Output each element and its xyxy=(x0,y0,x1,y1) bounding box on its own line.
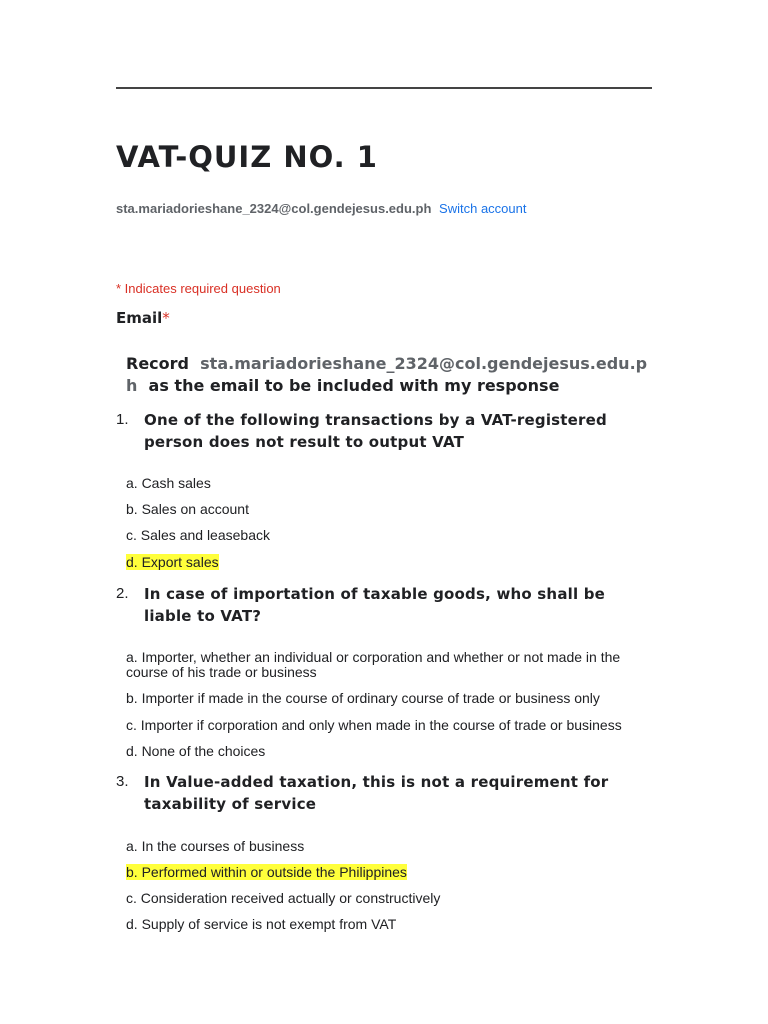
record-prefix: Record xyxy=(126,354,189,373)
question-number: 1. xyxy=(116,411,129,428)
choice-label: d. None of the choices xyxy=(126,743,266,759)
choice-label-highlighted: d. Export sales xyxy=(126,554,219,570)
choice-label: a. Cash sales xyxy=(126,475,211,491)
account-email: sta.mariadorieshane_2324@col.gendejesus.edu.ph xyxy=(116,201,432,216)
email-label-text: Email xyxy=(116,309,163,327)
choice-3c[interactable] xyxy=(126,891,646,906)
choice-1a[interactable] xyxy=(126,476,646,491)
choice-3d[interactable] xyxy=(126,917,646,932)
choice-label: c. Importer if corporation and only when made in the course of trade or business xyxy=(126,717,622,733)
choice-3b[interactable] xyxy=(126,865,646,880)
choice-label: b. Importer if made in the course of ordinary course of trade or business only xyxy=(126,690,600,706)
choice-label: a. Importer, whether an individual or corporation and whether or not made in the course of his trade or business xyxy=(126,649,621,680)
choice-2d[interactable] xyxy=(126,744,646,759)
choice-1b[interactable] xyxy=(126,502,646,517)
record-email: sta.mariadorieshane_2324@col.gendejesus.edu.ph xyxy=(126,354,648,395)
question-text: One of the following transactions by a VAT-registered person does not result to output VAT xyxy=(144,411,607,451)
question-text: In case of importation of taxable goods, who shall be liable to VAT? xyxy=(144,585,606,625)
record-email-option[interactable] xyxy=(126,353,652,397)
choice-3a[interactable] xyxy=(126,839,646,854)
choice-1c[interactable] xyxy=(126,528,646,543)
choice-label: a. In the courses of business xyxy=(126,838,305,854)
required-star: * xyxy=(162,309,170,327)
record-suffix: as the email to be included with my response xyxy=(148,376,560,395)
choice-label-highlighted: b. Performed within or outside the Philippines xyxy=(126,864,407,880)
choice-label: d. Supply of service is not exempt from VAT xyxy=(126,916,397,932)
choice-2a[interactable] xyxy=(126,650,646,680)
form-title: VAT-QUIZ NO. 1 xyxy=(116,140,378,174)
switch-account-link[interactable]: Switch account xyxy=(439,201,527,216)
choice-label: b. Sales on account xyxy=(126,501,249,517)
question-number: 3. xyxy=(116,773,129,790)
account-line xyxy=(116,201,526,216)
question-text: In Value-added taxation, this is not a requirement for taxability of service xyxy=(144,773,609,813)
choice-label: c. Sales and leaseback xyxy=(126,527,270,543)
header-divider xyxy=(116,87,652,89)
email-label xyxy=(116,309,170,327)
question-number: 2. xyxy=(116,585,129,602)
choice-2c[interactable] xyxy=(126,718,646,733)
choice-label: c. Consideration received actually or constructively xyxy=(126,890,441,906)
choice-1d[interactable] xyxy=(126,555,646,570)
choice-2b[interactable] xyxy=(126,691,646,706)
required-note: * Indicates required question xyxy=(116,281,281,296)
